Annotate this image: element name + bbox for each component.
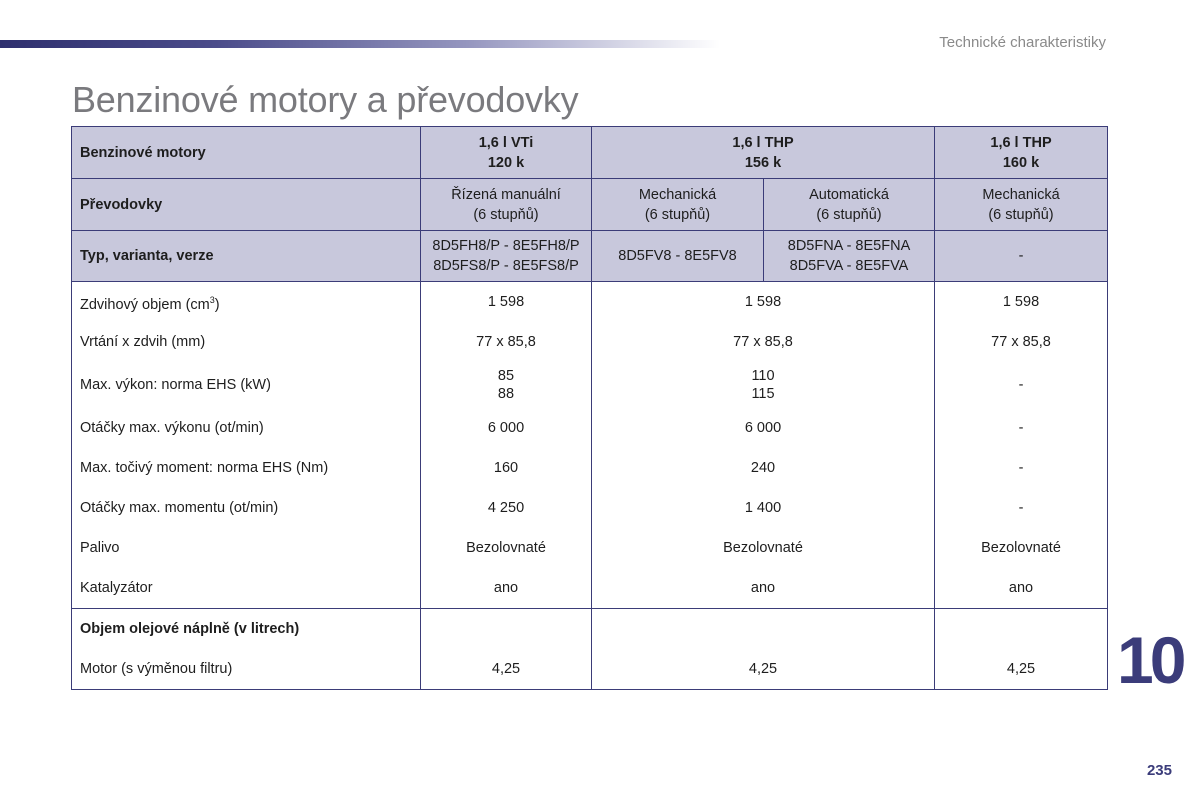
type-cell: [764, 231, 935, 282]
value-cell: 1 598: [592, 282, 935, 323]
type-cell: [421, 231, 592, 282]
engine-row: [72, 127, 1108, 179]
row-label: Katalyzátor: [72, 568, 421, 609]
transmission-type: Řízená manuální: [451, 186, 561, 203]
empty-cell: [935, 609, 1108, 650]
value-cell: [421, 362, 592, 408]
value-cell: [592, 362, 935, 408]
type-cell: [592, 231, 764, 282]
engine-spec-table: [71, 126, 1108, 690]
engine-header-thp-160: [935, 127, 1108, 179]
row-label: Vrtání x zdvih (mm): [72, 322, 421, 362]
table-row: [72, 408, 1108, 448]
transmission-gears: (6 stupňů): [644, 206, 711, 223]
value-line: 115: [751, 386, 775, 402]
row-label: Benzinové motory: [72, 127, 421, 179]
table-row: [72, 568, 1108, 609]
engine-name: 1,6 l THP: [732, 134, 794, 151]
value-line: 85: [497, 368, 515, 384]
header-gradient-bar: [0, 40, 720, 48]
chapter-number: 10: [1117, 623, 1183, 697]
value-cell: Bezolovnaté: [592, 528, 935, 568]
value-cell: 4,25: [935, 649, 1108, 690]
value-cell: 4 250: [421, 488, 592, 528]
value-cell: -: [935, 488, 1108, 528]
row-label: Motor (s výměnou filtru): [72, 649, 421, 690]
engine-name: 1,6 l THP: [990, 134, 1052, 151]
table-row: [72, 448, 1108, 488]
value-cell: 6 000: [421, 408, 592, 448]
table-row: [72, 488, 1108, 528]
row-label: [72, 282, 421, 323]
table-row: [72, 528, 1108, 568]
page-number: 235: [1146, 762, 1172, 779]
row-label-end: ): [214, 296, 220, 313]
section-label: Technické charakteristiky: [939, 34, 1106, 51]
value-cell: ano: [592, 568, 935, 609]
row-label: Otáčky max. momentu (ot/min): [72, 488, 421, 528]
value-cell: ano: [935, 568, 1108, 609]
value-cell: 77 x 85,8: [421, 322, 592, 362]
value-cell: 1 598: [421, 282, 592, 323]
oil-capacity-row: [72, 649, 1108, 690]
value-line: 88: [497, 386, 515, 402]
table-row: [72, 282, 1108, 323]
value-cell: ano: [421, 568, 592, 609]
value-cell: 6 000: [592, 408, 935, 448]
type-code: 8D5FS8/P - 8E5FS8/P: [433, 258, 579, 274]
row-label: Max. točivý moment: norma EHS (Nm): [72, 448, 421, 488]
oil-heading-row: [72, 609, 1108, 650]
unit-superscript: 3: [209, 294, 215, 305]
row-label-text: Zdvihový objem (cm: [80, 296, 210, 313]
engine-power: 120 k: [487, 154, 525, 171]
transmission-gears: (6 stupňů): [816, 206, 882, 223]
value-cell: Bezolovnaté: [421, 528, 592, 568]
oil-heading: Objem olejové náplně (v litrech): [72, 609, 421, 650]
type-code: 8D5FNA - 8E5FNA: [787, 238, 911, 254]
transmission-cell: [592, 179, 764, 231]
transmission-cell: [421, 179, 592, 231]
engine-header-thp-156: [592, 127, 935, 179]
row-label: Otáčky max. výkonu (ot/min): [72, 408, 421, 448]
type-code: 8D5FV8 - 8E5FV8: [618, 248, 737, 264]
type-code: 8D5FVA - 8E5FVA: [789, 258, 909, 274]
row-label: Max. výkon: norma EHS (kW): [72, 362, 421, 408]
transmission-cell: [764, 179, 935, 231]
value-line: 110: [751, 368, 775, 384]
transmission-type: Automatická: [809, 186, 889, 203]
transmission-type: Mechanická: [638, 186, 717, 203]
type-code: 8D5FH8/P - 8E5FH8/P: [432, 238, 580, 254]
empty-cell: [592, 609, 935, 650]
value-cell: 77 x 85,8: [935, 322, 1108, 362]
value-cell: 240: [592, 448, 935, 488]
transmission-cell: [935, 179, 1108, 231]
engine-name: 1,6 l VTi: [478, 134, 534, 151]
transmission-gears: (6 stupňů): [988, 206, 1054, 223]
table-row: [72, 322, 1108, 362]
value-cell: 4,25: [421, 649, 592, 690]
row-label: Typ, varianta, verze: [72, 231, 421, 282]
value-cell: Bezolovnaté: [935, 528, 1108, 568]
value-cell: -: [935, 362, 1108, 408]
row-label: Palivo: [72, 528, 421, 568]
transmission-row: [72, 179, 1108, 231]
value-cell: 160: [421, 448, 592, 488]
transmission-type: Mechanická: [982, 186, 1060, 203]
value-cell: -: [935, 408, 1108, 448]
type-cell: [935, 231, 1108, 282]
transmission-gears: (6 stupňů): [473, 206, 539, 223]
type-code: -: [1018, 248, 1024, 264]
value-cell: -: [935, 448, 1108, 488]
engine-power: 160 k: [1002, 154, 1040, 171]
empty-cell: [421, 609, 592, 650]
table-row: [72, 362, 1108, 408]
value-cell: 1 598: [935, 282, 1108, 323]
engine-header-vti-120: [421, 127, 592, 179]
value-cell: 77 x 85,8: [592, 322, 935, 362]
type-row: [72, 231, 1108, 282]
row-label: Převodovky: [72, 179, 421, 231]
value-cell: 1 400: [592, 488, 935, 528]
engine-power: 156 k: [744, 154, 782, 171]
value-cell: 4,25: [592, 649, 935, 690]
page-title: Benzinové motory a převodovky: [72, 79, 579, 120]
